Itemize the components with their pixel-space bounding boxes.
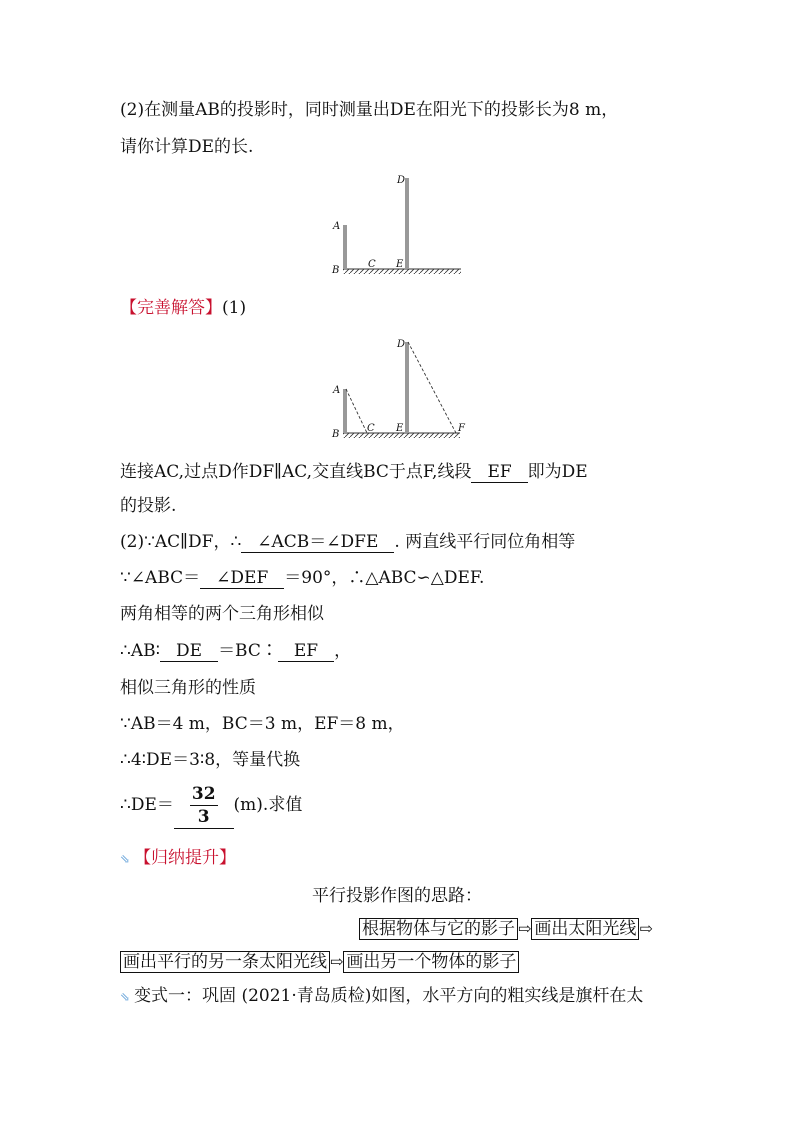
text: ∴AB∶	[120, 641, 161, 661]
fraction-denominator: 3	[197, 807, 210, 827]
problem-line-1: (2)在测量AB的投影时，同时测量出DE在阳光下的投影长为8 m，	[120, 100, 619, 120]
solution-line-7: 相似三角形的性质	[120, 678, 256, 698]
answer-part-1: (1)	[222, 298, 247, 318]
text: 即为DE	[527, 462, 588, 482]
summary-title: 平行投影作图的思路：	[312, 886, 482, 906]
label-f: F	[458, 423, 465, 434]
solution-line-1	[120, 460, 588, 484]
flow-step-4: 画出另一个物体的影子	[343, 951, 519, 973]
figure-2	[325, 332, 475, 444]
label-b: B	[332, 429, 340, 440]
solution-line-5: 两角相等的两个三角形相似	[120, 604, 324, 624]
figure-1	[325, 168, 470, 280]
text: ，	[334, 641, 352, 661]
label-a: A	[333, 385, 341, 396]
solution-line-9: ∴4∶DE＝3∶8，等量代换	[120, 750, 301, 770]
text: ∴DE＝	[120, 795, 174, 815]
text: (2)∵AC∥DF，∴	[120, 532, 242, 552]
summary-heading-line	[120, 846, 236, 871]
solution-line-4	[120, 566, 484, 590]
answer-heading: 【完善解答】	[120, 298, 222, 318]
variant-line	[120, 984, 643, 1009]
flow-arrow-icon: ⇨	[330, 952, 344, 971]
pole-de	[405, 178, 409, 269]
answer-blank-def: ∠DEF	[200, 568, 284, 589]
variant-text: 变式一：巩固 (2021·青岛质检)如图，水平方向的粗实线是旗杆在太	[134, 986, 644, 1006]
text: ＝90°，∴△ABC∽△DEF.	[284, 568, 485, 588]
summary-flow-row-2	[120, 950, 519, 974]
sun-ray-df	[408, 342, 456, 433]
pin-icon: ⇘	[120, 990, 131, 1004]
text: (m).求值	[233, 795, 303, 815]
answer-blank-ef: EF	[471, 462, 527, 483]
pole-de	[405, 342, 409, 433]
label-d: D	[397, 339, 406, 350]
solution-line-3	[120, 530, 575, 554]
answer-blank-fraction	[174, 782, 234, 829]
label-e: E	[396, 423, 404, 434]
label-c: C	[367, 423, 375, 434]
answer-heading-line	[120, 296, 246, 320]
label-d: D	[397, 175, 406, 186]
flow-step-1: 根据物体与它的影子	[359, 918, 518, 940]
text: 连接AC,过点D作DF∥AC,交直线BC于点F,线段	[120, 462, 472, 482]
answer-blank-angle: ∠ACB＝∠DFE	[241, 532, 394, 553]
solution-line-10	[120, 782, 302, 829]
summary-heading: 【归纳提升】	[134, 848, 237, 868]
answer-blank-ef-2: EF	[278, 641, 334, 662]
fraction-numerator: 32	[191, 784, 216, 804]
fraction	[190, 783, 218, 828]
flow-arrow-icon: ⇨	[518, 919, 532, 938]
label-e: E	[396, 259, 404, 270]
text: ∵∠ABC＝	[120, 568, 201, 588]
flow-step-2: 画出太阳光线	[531, 918, 639, 940]
label-a: A	[333, 221, 341, 232]
problem-line-2: 请你计算DE的长.	[120, 137, 254, 157]
text: ＝BC∶	[218, 641, 278, 661]
solution-line-6	[120, 639, 351, 663]
flow-arrow-icon: ⇨	[639, 919, 653, 938]
text: . 两直线平行同位角相等	[394, 532, 576, 552]
flow-step-3: 画出平行的另一条太阳光线	[120, 951, 330, 973]
sun-ray-ac	[346, 389, 367, 433]
pin-icon: ⇘	[120, 852, 131, 866]
pole-ab	[343, 225, 347, 269]
summary-flow-row-1	[359, 917, 653, 941]
pole-ab	[343, 389, 347, 433]
solution-line-2: 的投影.	[120, 496, 177, 516]
answer-blank-de: DE	[160, 641, 218, 662]
solution-line-8: ∵AB＝4 m，BC＝3 m，EF＝8 m，	[120, 714, 405, 734]
label-b: B	[332, 265, 340, 276]
label-c: C	[368, 259, 376, 270]
